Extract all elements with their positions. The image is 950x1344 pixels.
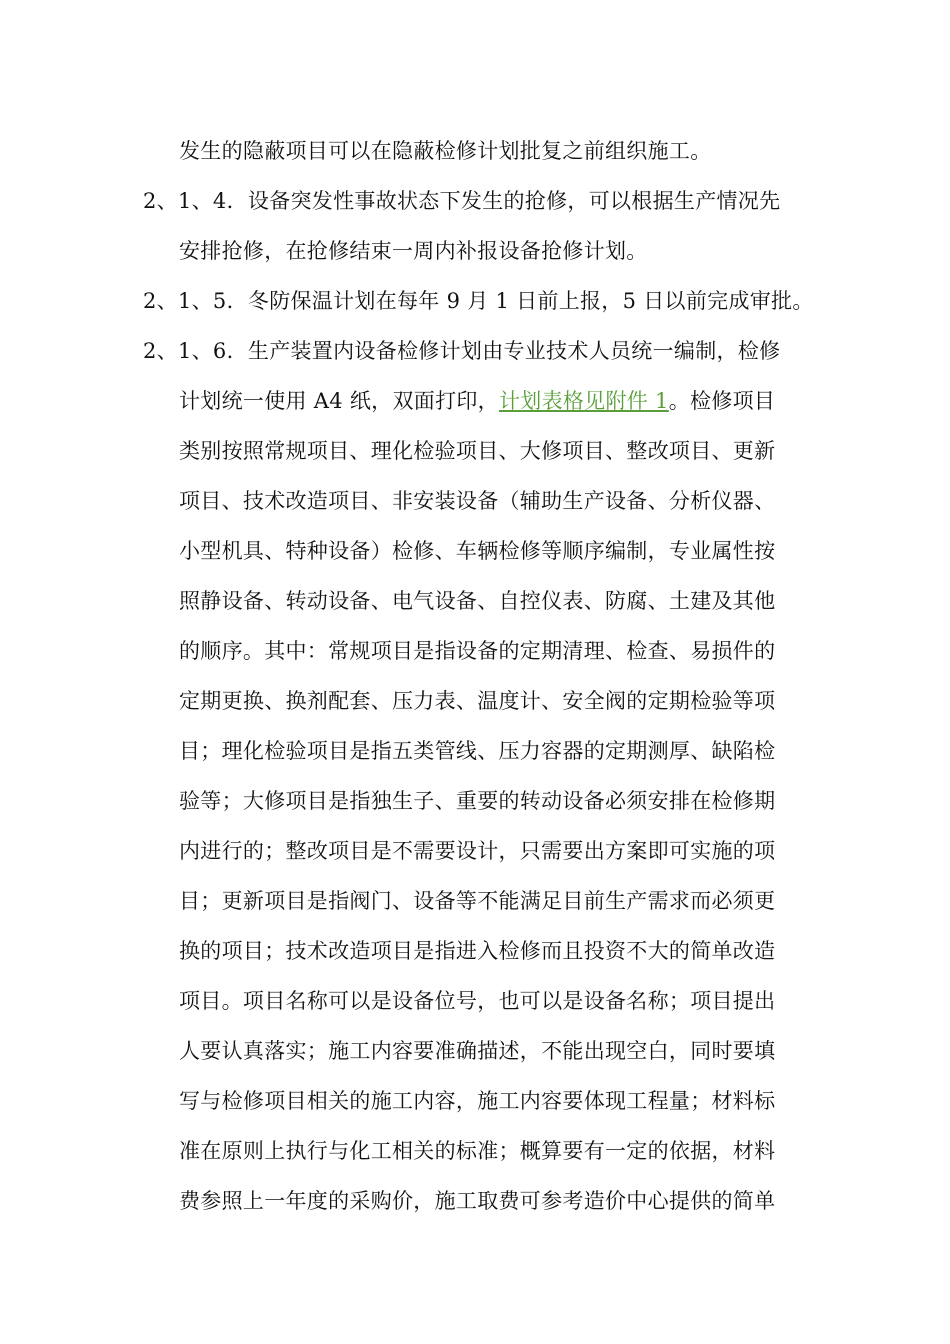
text-line: 写与检修项目相关的施工内容，施工内容要体现工程量；材料标 bbox=[179, 1089, 776, 1113]
item-number: 2、1、6． bbox=[143, 339, 248, 363]
text-line: 验等；大修项目是指独生子、重要的转动设备必须安排在检修期 bbox=[179, 789, 776, 813]
attachment-link[interactable]: 计划表格见附件 1 bbox=[498, 389, 669, 413]
numbered-line bbox=[143, 186, 780, 216]
text-line: 设备突发性事故状态下发生的抢修，可以根据生产情况先 bbox=[247, 189, 781, 213]
text-line: 生产装置内设备检修计划由专业技术人员统一编制，检修 bbox=[247, 339, 781, 363]
item-number: 2、1、4． bbox=[143, 189, 248, 213]
numbered-line bbox=[143, 336, 780, 366]
text-line: 照静设备、转动设备、电气设备、自控仪表、防腐、土建及其他 bbox=[179, 589, 776, 613]
numbered-line bbox=[143, 286, 814, 316]
item-number: 2、1、5． bbox=[143, 289, 248, 313]
text-line: 。检修项目 bbox=[668, 389, 776, 413]
text-line: 人要认真落实；施工内容要准确描述，不能出现空白，同时要填 bbox=[179, 1039, 776, 1063]
text-line: 的顺序。其中：常规项目是指设备的定期清理、检查、易损件的 bbox=[179, 639, 776, 663]
text-line: 准在原则上执行与化工相关的标准；概算要有一定的依据，材料 bbox=[179, 1139, 776, 1163]
text-line: 项目、技术改造项目、非安装设备（辅助生产设备、分析仪器、 bbox=[179, 489, 776, 513]
text-line: 小型机具、特种设备）检修、车辆检修等顺序编制，专业属性按 bbox=[179, 539, 776, 563]
text-line: 项目。项目名称可以是设备位号，也可以是设备名称；项目提出 bbox=[179, 989, 776, 1013]
text-line: 安排抢修，在抢修结束一周内补报设备抢修计划。 bbox=[179, 239, 648, 263]
text-line: 费参照上一年度的采购价，施工取费可参考造价中心提供的简单 bbox=[179, 1189, 776, 1213]
text-line: 内进行的；整改项目是不需要设计，只需要出方案即可实施的项 bbox=[179, 839, 776, 863]
text-line: 计划统一使用 A4 纸，双面打印， bbox=[179, 389, 499, 413]
text-line: 目；理化检验项目是指五类管线、压力容器的定期测厚、缺陷检 bbox=[179, 739, 776, 763]
text-line: 目；更新项目是指阀门、设备等不能满足目前生产需求而必须更 bbox=[179, 889, 776, 913]
text-line: 定期更换、换剂配套、压力表、温度计、安全阀的定期检验等项 bbox=[179, 689, 776, 713]
text-line: 换的项目；技术改造项目是指进入检修而且投资不大的简单改造 bbox=[179, 939, 776, 963]
text-line: 类别按照常规项目、理化检验项目、大修项目、整改项目、更新 bbox=[179, 439, 776, 463]
text-line: 冬防保温计划在每年 9 月 1 日前上报，5 日以前完成审批。 bbox=[247, 289, 814, 313]
text-line-with-link bbox=[179, 386, 775, 416]
text-line: 发生的隐蔽项目可以在隐蔽检修计划批复之前组织施工。 bbox=[179, 139, 712, 163]
